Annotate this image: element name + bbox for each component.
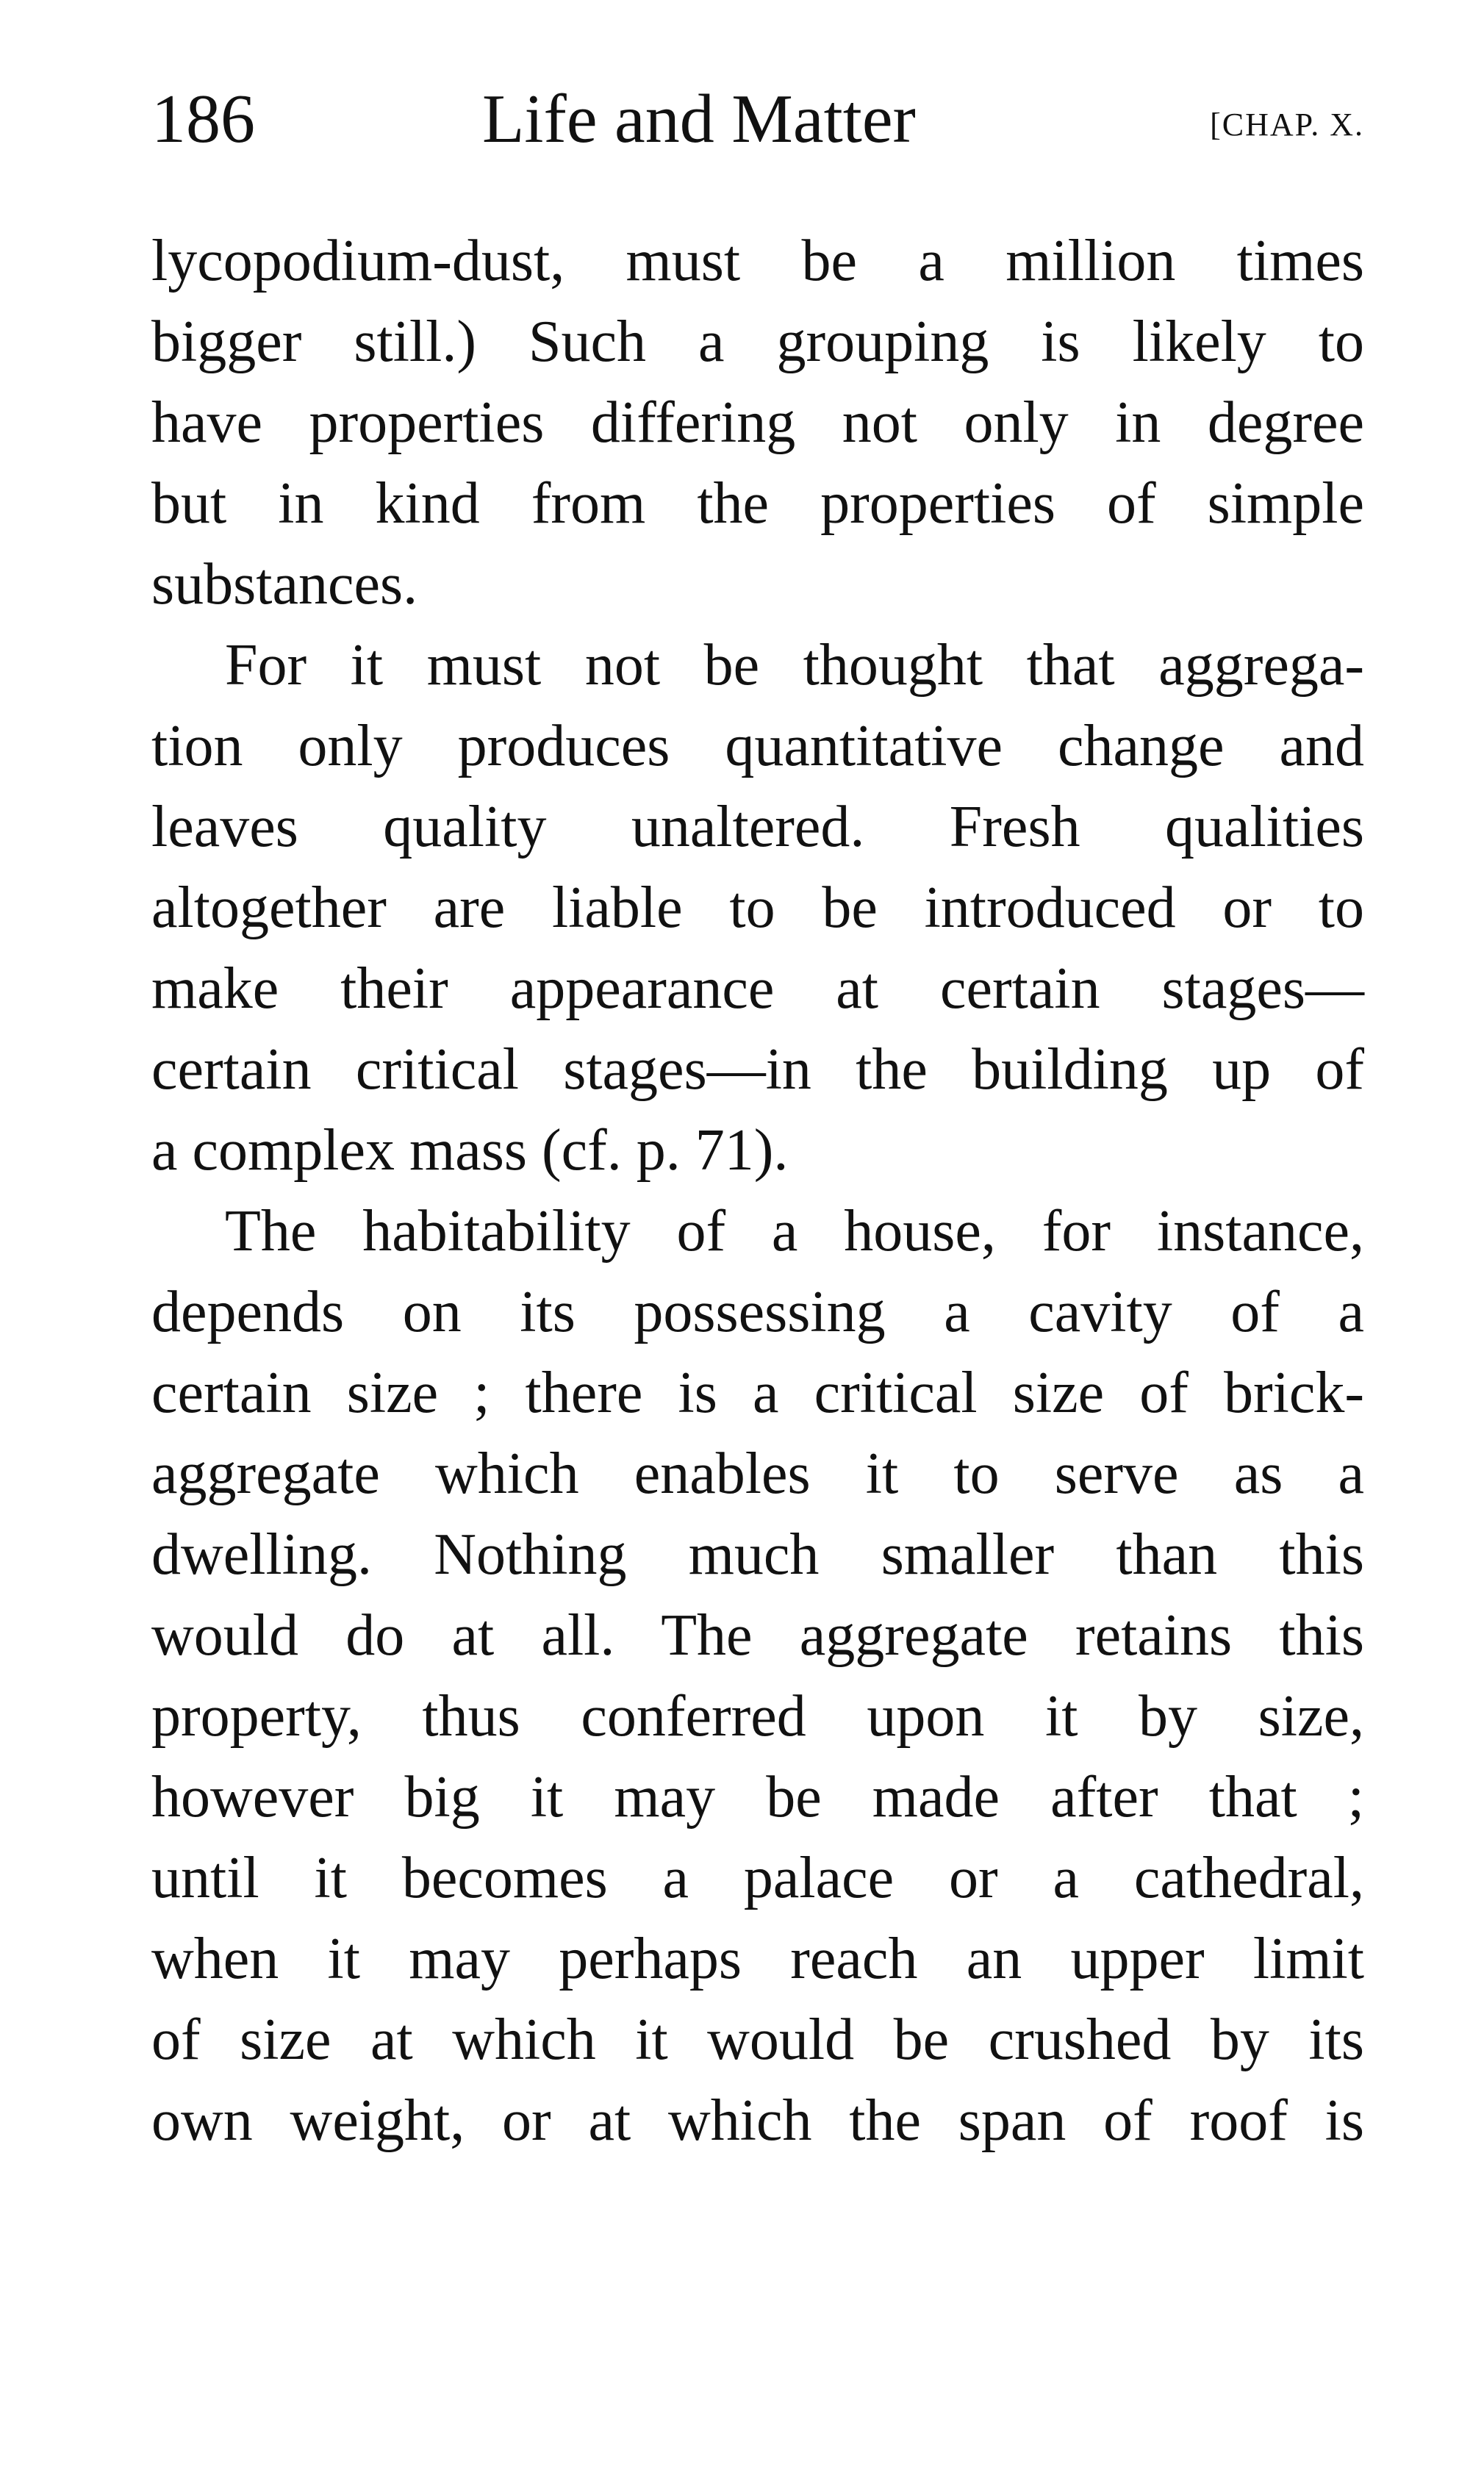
- text-line: a complex mass (cf. p. 71).: [151, 1118, 789, 1183]
- paragraph: [151, 221, 1364, 625]
- text-line: would do at all. The aggregate retains this: [151, 1603, 1364, 1668]
- text-line: certain critical stages—in the building up of: [151, 1037, 1364, 1102]
- text-line: but in kind from the properties of simple: [151, 471, 1364, 536]
- text-line: however big it may be made after that ;: [151, 1765, 1364, 1830]
- text-line: of size at which it would be crushed by its: [151, 2007, 1364, 2072]
- text-line: bigger still.) Such a grouping is likely to: [151, 309, 1364, 374]
- text-line: make their appearance at certain stages—: [151, 956, 1364, 1021]
- text-line: property, thus conferred upon it by size,: [151, 1684, 1364, 1749]
- text-line: The habitability of a house, for instance,: [225, 1199, 1364, 1264]
- paragraph: [151, 625, 1364, 1191]
- text-line: have properties differing not only in degree: [151, 390, 1364, 455]
- running-title: Life and Matter: [482, 81, 916, 157]
- text-line: substances.: [151, 552, 418, 617]
- text-line: leaves quality unaltered. Fresh qualities: [151, 795, 1364, 859]
- text-line: when it may perhaps reach an upper limit: [151, 1927, 1364, 1991]
- text-line: depends on its possessing a cavity of a: [151, 1280, 1364, 1344]
- paragraph: [151, 1191, 1364, 2161]
- text-line: altogether are liable to be introduced or to: [151, 875, 1364, 940]
- text-line: tion only produces quantitative change and: [151, 714, 1364, 778]
- text-line: For it must not be thought that aggrega-: [225, 633, 1364, 698]
- text-line: certain size ; there is a critical size of brick-: [151, 1361, 1364, 1425]
- text-line: lycopodium-dust, must be a million times: [151, 229, 1364, 293]
- text-line: dwelling. Nothing much smaller than this: [151, 1522, 1364, 1587]
- page-number: 186: [151, 81, 255, 157]
- chapter-mark: [CHAP. X.: [1210, 107, 1364, 143]
- running-head: [151, 82, 1364, 156]
- text-line: until it becomes a palace or a cathedral,: [151, 1846, 1364, 1910]
- text-line: own weight, or at which the span of roof is: [151, 2088, 1364, 2153]
- text-line: aggregate which enables it to serve as a: [151, 1441, 1364, 1506]
- body-text: [151, 221, 1364, 2161]
